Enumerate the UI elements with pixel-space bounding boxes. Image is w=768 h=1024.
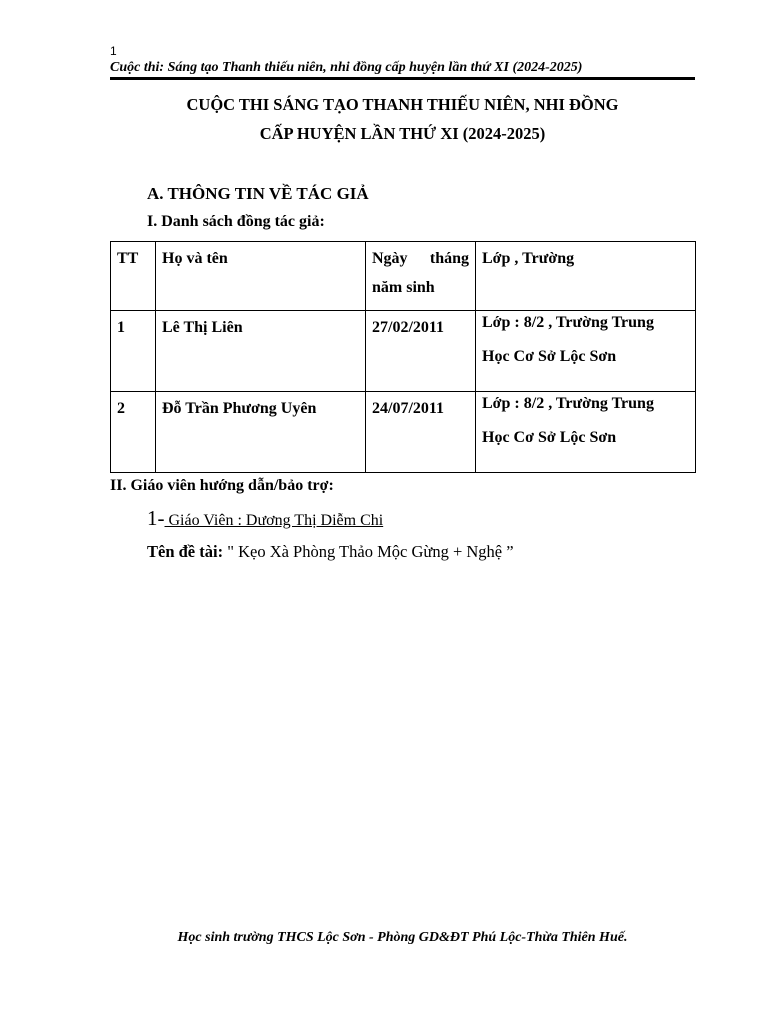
table-header-row [111, 242, 696, 311]
header-name: Họ và tên [156, 242, 366, 311]
cell-dob: 27/02/2011 [366, 311, 476, 392]
topic-value: " Kẹo Xà Phòng Thảo Mộc Gừng + Nghệ ” [223, 542, 514, 561]
running-header: Cuộc thi: Sáng tạo Thanh thiếu niên, nhi đồng cấp huyện lần thứ XI (2024-2025) [110, 60, 583, 75]
document-title-line-2: CẤP HUYỆN LẦN THỨ XI (2024-2025) [259, 124, 546, 143]
page-footer: Học sinh trường THCS Lộc Sơn - Phòng GD&ĐT Phú Lộc-Thừa Thiên Huế. [177, 930, 628, 945]
cell-school [476, 311, 696, 392]
cell-school-line-2: Học Cơ Sở Lộc Sơn [482, 348, 617, 365]
section-i-heading: I. Danh sách đồng tác giả: [147, 213, 325, 230]
header-dob-line-1: Ngày tháng [372, 250, 469, 267]
topic-label: Tên đề tài: [147, 542, 224, 561]
cell-school-line-2: Học Cơ Sở Lộc Sơn [482, 429, 617, 446]
cell-school [476, 392, 696, 473]
header-dob [366, 242, 476, 311]
cell-name: Đỗ Trần Phương Uyên [156, 392, 366, 473]
cell-school-line-1: Lớp : 8/2 , Trường Trung [482, 395, 654, 412]
header-school: Lớp , Trường [476, 242, 696, 311]
cell-name: Lê Thị Liên [156, 311, 366, 392]
section-ii-heading: II. Giáo viên hướng dẫn/bảo trợ: [110, 477, 334, 494]
document-title-line-1: CUỘC THI SÁNG TẠO THANH THIẾU NIÊN, NHI ĐỒNG [186, 95, 619, 114]
cell-school-line-1: Lớp : 8/2 , Trường Trung [482, 314, 654, 331]
cell-dob: 24/07/2011 [366, 392, 476, 473]
section-a-heading: A. THÔNG TIN VỀ TÁC GIẢ [147, 184, 369, 203]
teacher-name: Giáo Viên : Dương Thị Diễm Chi [164, 512, 384, 529]
cell-tt: 2 [111, 392, 156, 473]
teacher-line [147, 506, 383, 531]
header-divider [110, 77, 695, 80]
header-dob-line-2: năm sinh [372, 279, 435, 296]
table-row [111, 392, 696, 473]
co-authors-table [110, 241, 696, 473]
topic-line [147, 542, 514, 562]
header-tt: TT [111, 242, 156, 311]
page-number: 1 [110, 44, 117, 58]
cell-tt: 1 [111, 311, 156, 392]
teacher-number: 1- [147, 506, 165, 530]
table-row [111, 311, 696, 392]
